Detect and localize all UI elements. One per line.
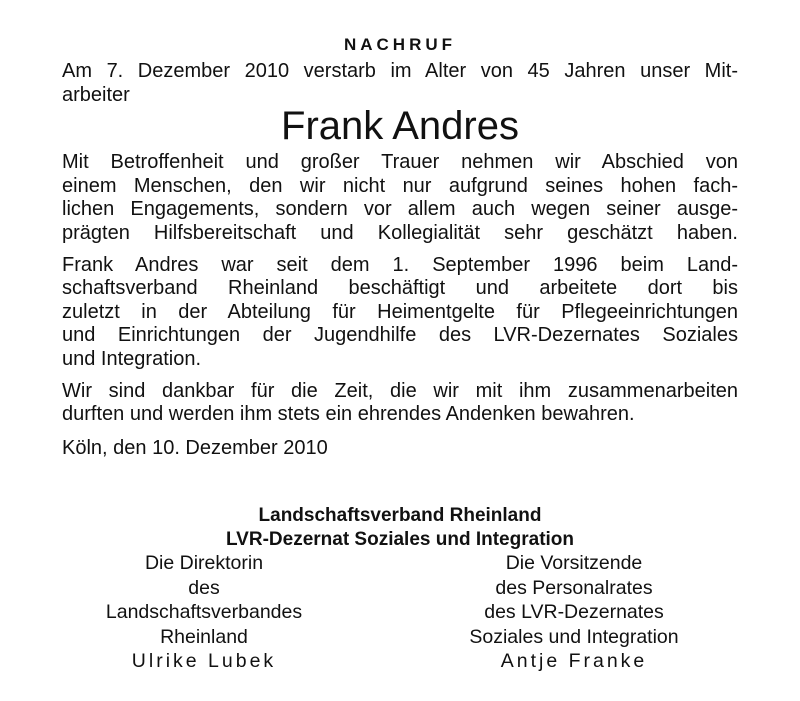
obituary xyxy=(62,30,738,460)
paragraph xyxy=(62,151,738,245)
signatory-left xyxy=(74,551,334,674)
signatory-title: Die Vorsitzende xyxy=(505,552,643,574)
text-line: einem Menschen, den wir nicht nur aufgrund seines hohen fach- xyxy=(62,174,738,197)
organization-name: Landschaftsverband Rheinland xyxy=(258,505,542,526)
intro-line: arbeiter xyxy=(62,83,130,106)
text-line: durften und werden ihm stets ein ehrendes Andenken bewahren. xyxy=(62,403,635,426)
signatory-title: Landschaftsverbandes xyxy=(105,601,303,623)
signatory-title: Die Direktorin xyxy=(144,552,264,574)
text-line: Mit Betroffenheit und großer Trauer nehmen wir Abschied von xyxy=(62,151,738,174)
paragraph xyxy=(62,380,738,427)
signatory-name: Antje Franke xyxy=(500,650,648,672)
text-line: zuletzt in der Abteilung für Heimentgelte für Pflegeeinrichtungen xyxy=(62,300,738,323)
signature-block xyxy=(62,504,738,674)
text-line: prägten Hilfsbereitschaft und Kollegialität sehr geschätzt haben. xyxy=(62,221,738,244)
heading: NACHRUF xyxy=(343,35,457,54)
signatory-title: des Personalrates xyxy=(495,576,653,599)
signatory-title: Soziales und Integration xyxy=(469,625,679,648)
text-line: lichen Engagements, sondern vor allem auch wegen seiner ausge- xyxy=(62,198,738,221)
deceased-name: Frank Andres xyxy=(281,104,519,149)
text-line: Wir sind dankbar für die Zeit, die wir mit ihm zusammenarbeiten xyxy=(62,379,738,402)
signatory-title: Rheinland xyxy=(160,625,248,648)
text-line: Frank Andres war seit dem 1. September 1996 beim Land- xyxy=(62,253,738,276)
text-line: schaftsverband Rheinland beschäftigt und arbeitete dort bis xyxy=(62,277,738,300)
intro-line: Am 7. Dezember 2010 verstarb im Alter von 45 Jahren unser Mit- xyxy=(62,60,738,82)
text-line: und Integration. xyxy=(62,347,201,370)
signatory-right xyxy=(444,551,704,674)
signatory-name: Ulrike Lubek xyxy=(131,650,277,672)
paragraph xyxy=(62,254,738,372)
signatory-title: des LVR-Dezernates xyxy=(484,601,664,623)
text-line: und Einrichtungen der Jugendhilfe des LVR-Dezernates Soziales xyxy=(62,324,738,347)
place-date: Köln, den 10. Dezember 2010 xyxy=(62,436,328,459)
organization-department: LVR-Dezernat Soziales und Integration xyxy=(225,528,575,550)
signatory-title: des xyxy=(188,576,220,599)
